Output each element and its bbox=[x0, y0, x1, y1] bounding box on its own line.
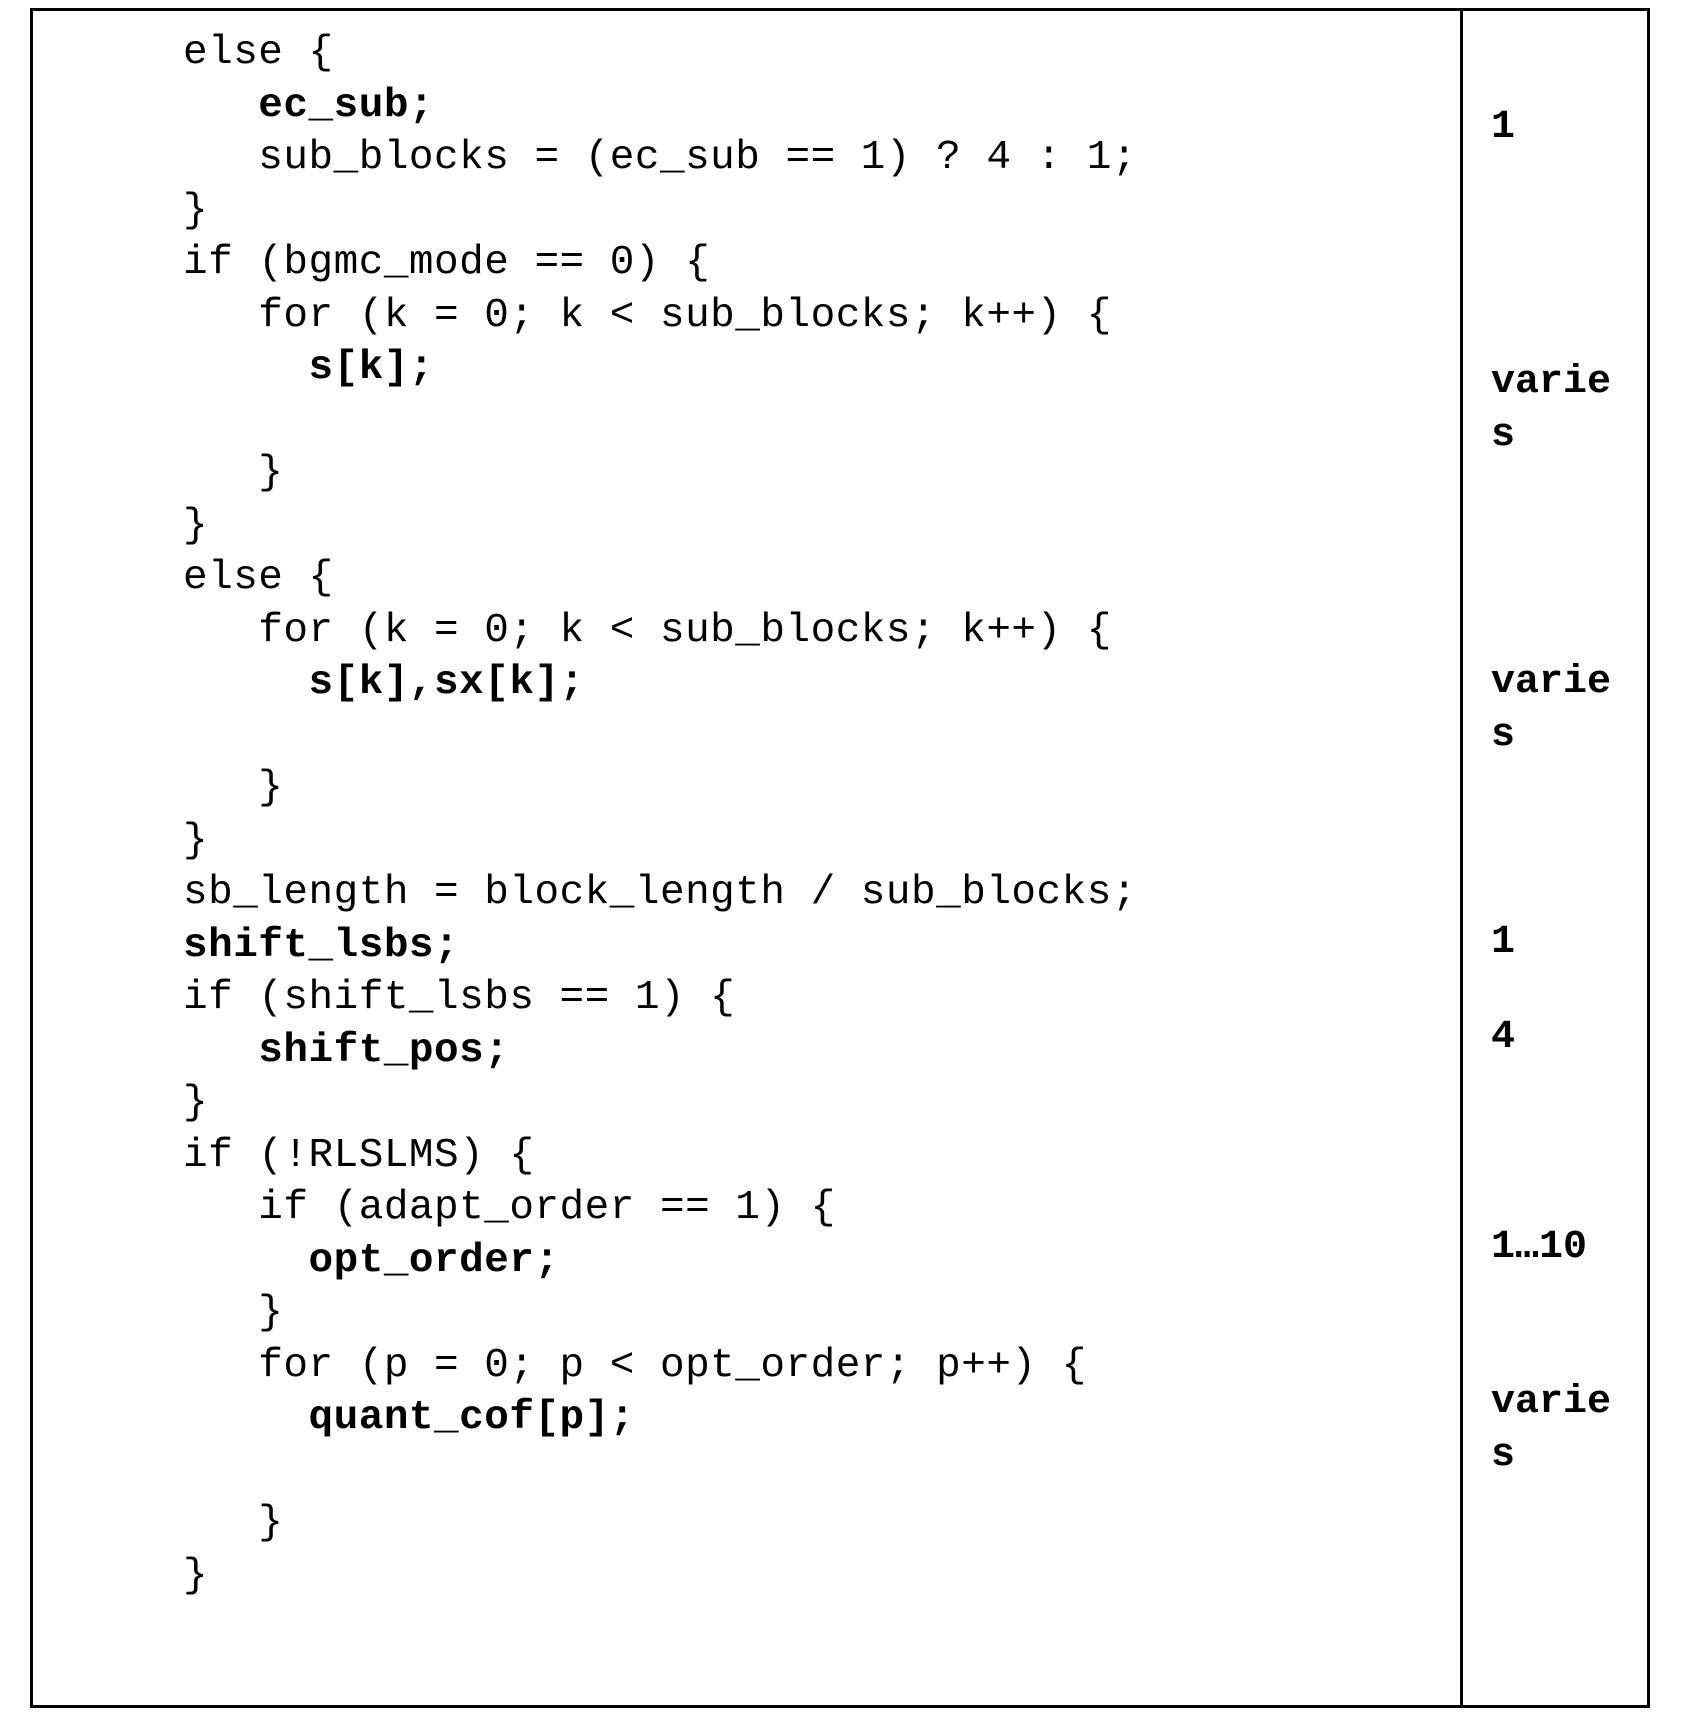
code-line: for (p = 0; p < opt_order; p++) { bbox=[183, 1342, 1087, 1389]
code-line: } bbox=[183, 502, 209, 549]
code-line: opt_order; bbox=[183, 1237, 560, 1284]
code-line bbox=[183, 710, 1460, 763]
code-line: for (k = 0; k < sub_blocks; k++) { bbox=[183, 607, 1112, 654]
code-line: else { bbox=[183, 30, 334, 76]
bits-value: 1 bbox=[1491, 920, 1516, 965]
bits-value: varie s bbox=[1491, 360, 1612, 458]
code-line: else { bbox=[183, 555, 334, 601]
code-line: if (!RLSLMS) { bbox=[183, 1132, 535, 1179]
bits-column bbox=[1463, 11, 1647, 1705]
code-column bbox=[33, 11, 1463, 1705]
bits-value: 1 bbox=[1491, 105, 1516, 150]
code-line bbox=[183, 1445, 1460, 1498]
code-line: sb_length = block_length / sub_blocks; bbox=[183, 870, 1137, 916]
code-line: shift_lsbs; bbox=[183, 922, 460, 969]
code-line: } bbox=[183, 817, 209, 864]
code-line: s[k],sx[k]; bbox=[183, 660, 585, 706]
code-line: } bbox=[183, 187, 209, 234]
code-line: } bbox=[183, 1552, 209, 1599]
code-line: shift_pos; bbox=[183, 1027, 510, 1074]
code-listing bbox=[33, 27, 1460, 1602]
code-line: } bbox=[183, 1500, 284, 1546]
syntax-table bbox=[30, 8, 1650, 1708]
code-line: if (bgmc_mode == 0) { bbox=[183, 240, 711, 286]
code-line: ec_sub; bbox=[183, 82, 435, 129]
code-line: quant_cof[p]; bbox=[183, 1395, 635, 1441]
code-line: for (k = 0; k < sub_blocks; k++) { bbox=[183, 292, 1112, 339]
code-line: } bbox=[183, 1080, 209, 1126]
code-line bbox=[183, 395, 1460, 448]
code-line: } bbox=[183, 450, 284, 496]
code-line: } bbox=[183, 765, 284, 811]
code-line: sub_blocks = (ec_sub == 1) ? 4 : 1; bbox=[183, 135, 1137, 181]
code-line: } bbox=[183, 1290, 284, 1336]
code-line: s[k]; bbox=[183, 345, 435, 391]
bits-value: 1…10 bbox=[1491, 1225, 1588, 1270]
bits-value: varie s bbox=[1491, 1380, 1612, 1478]
code-line: if (adapt_order == 1) { bbox=[183, 1185, 836, 1231]
code-line: if (shift_lsbs == 1) { bbox=[183, 975, 736, 1021]
bits-value: varie s bbox=[1491, 660, 1612, 758]
bits-value: 4 bbox=[1491, 1015, 1516, 1060]
